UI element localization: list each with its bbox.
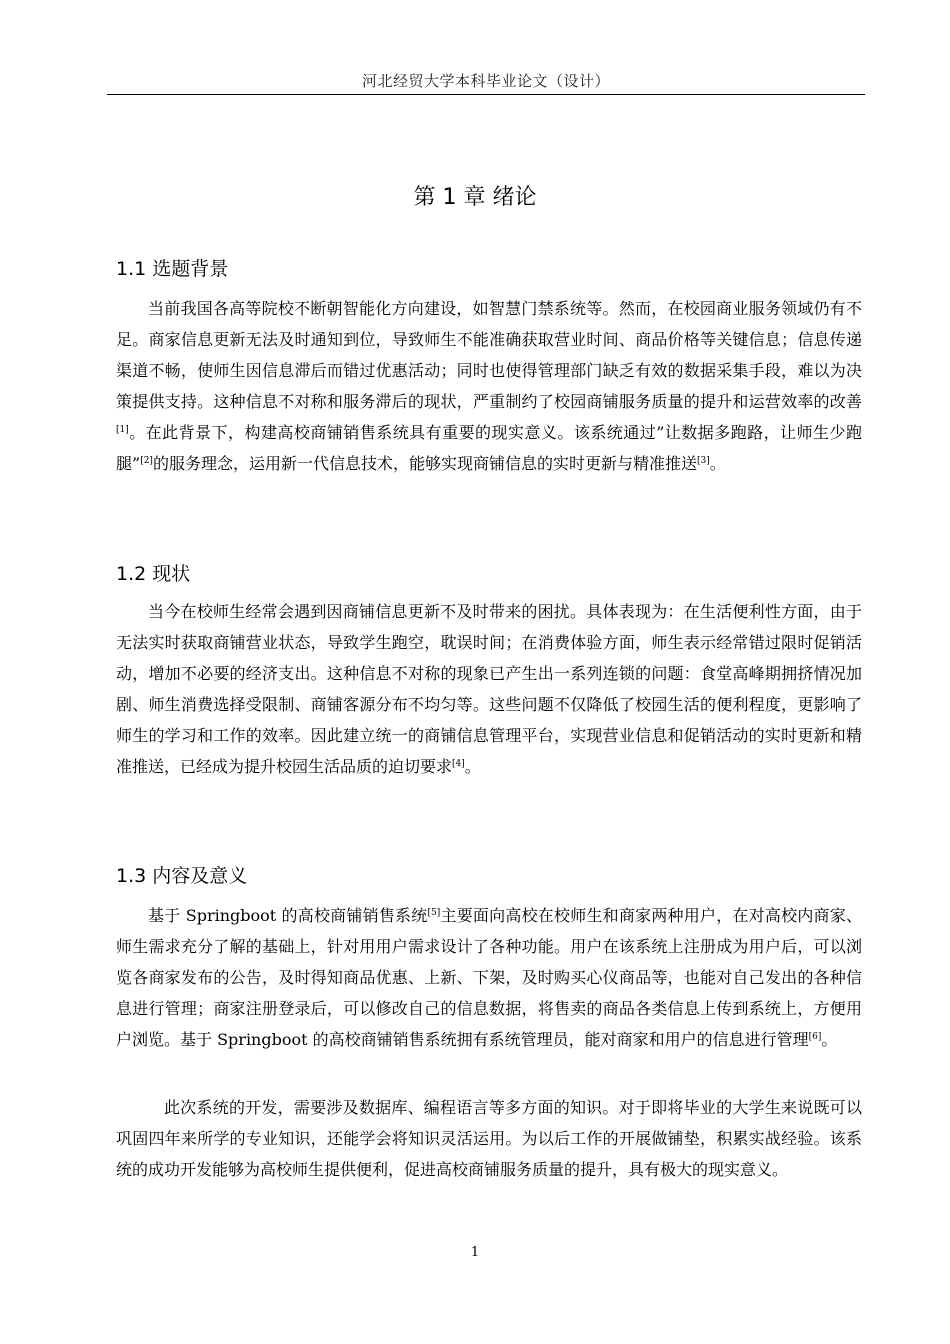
- paragraph-text: 。: [464, 757, 481, 776]
- paragraph-background: [116, 293, 862, 479]
- paragraph-text: 。: [821, 1030, 838, 1049]
- citation-ref: [2]: [140, 456, 153, 466]
- paragraph-text: 基于 Springboot 的高校商铺销售系统: [148, 906, 428, 925]
- citation-ref: [5]: [427, 908, 441, 918]
- section-title-content: 1.3 内容及意义: [116, 865, 248, 887]
- paragraph-content: [116, 900, 862, 1055]
- citation-ref: [3]: [696, 456, 710, 466]
- paragraph-significance: 此次系统的开发，需要涉及数据库、编程语言等多方面的知识。对于即将毕业的大学生来说既可以巩固四年来所学的专业知识，还能学会将知识灵活运用。为以后工作的开展做铺垫，积累实战经验。该系统的成功开发能够为高校师生提供便利，促进高校商铺服务质量的提升，具有极大的现实意义。: [116, 1098, 862, 1179]
- citation-ref: [4]: [452, 759, 465, 769]
- page-header: 河北经贸大学本科毕业论文（设计）: [107, 70, 865, 95]
- paragraph-text: 。: [709, 454, 726, 473]
- paragraph-text: 当前我国各高等院校不断朝智能化方向建设，如智慧门禁系统等。然而，在校园商业服务领域仍有不足。商家信息更新无法及时通知到位，导致师生不能准确获取营业时间、商品价格等关键信息；信息传递渠道不畅，使师生因信息滞后而错过优惠活动；同时也使得管理部门缺乏有效的数据采集手段，难以为决策提供支持。这种信息不对称和服务滞后的现状，严重制约了校园商铺服务质量的提升和运营效率的改善: [116, 299, 862, 411]
- paragraph-text: 当今在校师生经常会遇到因商铺信息更新不及时带来的困扰。具体表现为：在生活便利性方面，由于无法实时获取商铺营业状态，导致学生跑空，耽误时间；在消费体验方面，师生表示经常错过限时促销活动，增加不必要的经济支出。这种信息不对称的现象已产生出一系列连锁的问题：食堂高峰期拥挤情况加剧、师生消费选择受限制、商铺客源分布不均匀等。这些问题不仅降低了校园生活的便利程度，更影响了师生的学习和工作的效率。因此建立统一的商铺信息管理平台，实现营业信息和促销活动的实时更新和精准推送，已经成为提升校园生活品质的迫切要求: [116, 602, 862, 776]
- chapter-title: 第 1 章 绪论: [413, 185, 537, 210]
- citation-ref: [1]: [116, 425, 129, 435]
- section-title-status: 1.2 现状: [116, 563, 191, 585]
- paragraph-text: 。在此背景下，构建高校商铺销售系统具有重要的现实意义。该系统通过”让数据多跑路，让师生少跑腿”: [116, 423, 862, 473]
- paragraph-text: 的服务理念，运用新一代信息技术，能够实现商铺信息的实时更新与精准推送: [152, 454, 697, 473]
- paragraph-text: 主要面向高校在校师生和商家两种用户，在对高校内商家、师生需求充分了解的基础上，针对用用户需求设计了各种功能。用户在该系统上注册成为用户后，可以浏览各商家发布的公告，及时得知商品优惠、上新、下架，及时购买心仪商品等，也能对自己发出的各种信息进行管理；商家注册登录后，可以修改自己的信息数据，将售卖的商品各类信息上传到系统上，方便用户浏览。基于 Springboot 的高校商铺销售系统拥有系统管理员，能对商家和用户的信息进行管理: [116, 906, 862, 1049]
- paragraph-status: [116, 596, 862, 782]
- citation-ref: [6]: [808, 1032, 822, 1042]
- section-title-background: 1.1 选题背景: [116, 258, 229, 280]
- page-number: 1: [470, 1245, 480, 1260]
